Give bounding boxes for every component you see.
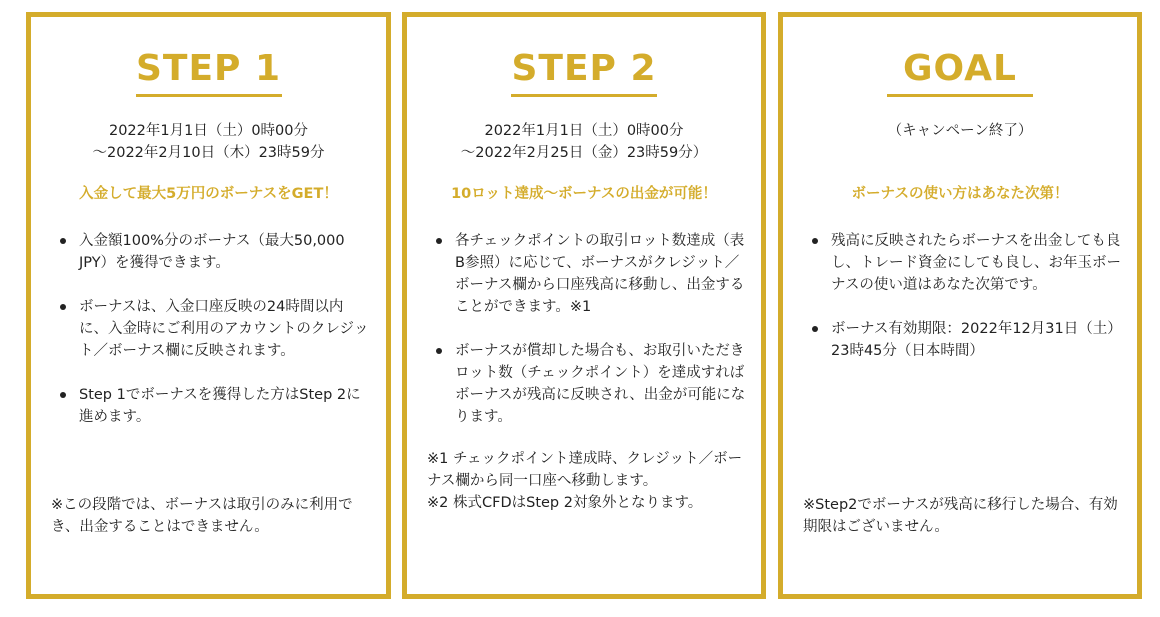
step1-period: 2022年1月1日（土）0時00分 ～2022年2月10日（木）23時59分 — [92, 123, 325, 161]
step2-title-underline — [511, 94, 657, 97]
bullet-text: 残高に反映されたらボーナスを出金しても良し、トレード資金にしても良し、お年玉ボーナスの使い道はあなた次第です。 — [831, 233, 1121, 293]
goal-period: （キャンペーン終了） — [887, 123, 1033, 139]
bullet-dot — [436, 238, 442, 244]
list-item — [53, 230, 372, 274]
goal-bullet-list — [805, 230, 1123, 384]
bullet-dot — [812, 326, 818, 332]
list-item — [429, 230, 747, 318]
goal-headline: ボーナスの使い方はあなた次第！ — [851, 186, 1069, 202]
bullet-text: 各チェックポイントの取引ロット数達成（表B参照）に応じて、ボーナスがクレジット／ボーナス欄から口座残高に移動し、出金することができます。※1 — [455, 233, 745, 315]
bullet-dot — [60, 392, 66, 398]
list-item — [805, 318, 1123, 362]
goal-title: GOAL — [903, 48, 1017, 89]
goal-card — [778, 12, 1142, 599]
step2-bullet-list — [429, 230, 747, 450]
step1-title-underline — [136, 94, 282, 97]
bullet-dot — [60, 304, 66, 310]
step2-card — [402, 12, 766, 599]
list-item — [53, 384, 372, 428]
step1-title: STEP 1 — [135, 48, 282, 89]
step1-card — [26, 12, 391, 599]
goal-note: ※Step2でボーナスが残高に移行した場合、有効期限はございません。 — [803, 497, 1118, 535]
list-item — [805, 230, 1123, 296]
step2-period: 2022年1月1日（土）0時00分 ～2022年2月25日（金）23時59分） — [460, 123, 708, 161]
bullet-text: ボーナス有効期限：2022年12月31日（土）23時45分（日本時間） — [831, 321, 1122, 359]
bullet-dot — [60, 238, 66, 244]
step1-bullet-list — [53, 230, 372, 450]
bullet-dot — [812, 238, 818, 244]
bullet-text: Step 1でボーナスを獲得した方はStep 2に進めます。 — [79, 387, 361, 425]
step1-headline: 入金して最大5万円のボーナスをGET！ — [79, 186, 338, 202]
step2-title: STEP 2 — [511, 48, 657, 89]
bullet-text: ボーナスは、入金口座反映の24時間以内に、入金時にご利用のアカウントのクレジット／ボーナス欄に反映されます。 — [79, 299, 369, 359]
step2-headline: 10ロット達成～ボーナスの出金が可能！ — [451, 186, 717, 202]
step1-note: ※この段階では、ボーナスは取引のみに利用でき、出金することはできません。 — [51, 497, 353, 535]
bullet-dot — [436, 348, 442, 354]
step2-note: ※1 チェックポイント達成時、クレジット／ボーナス欄から同一口座へ移動します。 ※2 株式CFDはStep 2対象外となります。 — [427, 451, 743, 511]
list-item — [53, 296, 372, 362]
bullet-text: ボーナスが償却した場合も、お取引いただきロット数（チェックポイント）を達成すればボーナスが残高に反映され、出金が可能になります。 — [455, 343, 746, 425]
list-item — [429, 340, 747, 428]
bullet-text: 入金額100%分のボーナス（最大50,000 JPY）を獲得できます。 — [79, 233, 345, 271]
goal-title-underline — [887, 94, 1033, 97]
